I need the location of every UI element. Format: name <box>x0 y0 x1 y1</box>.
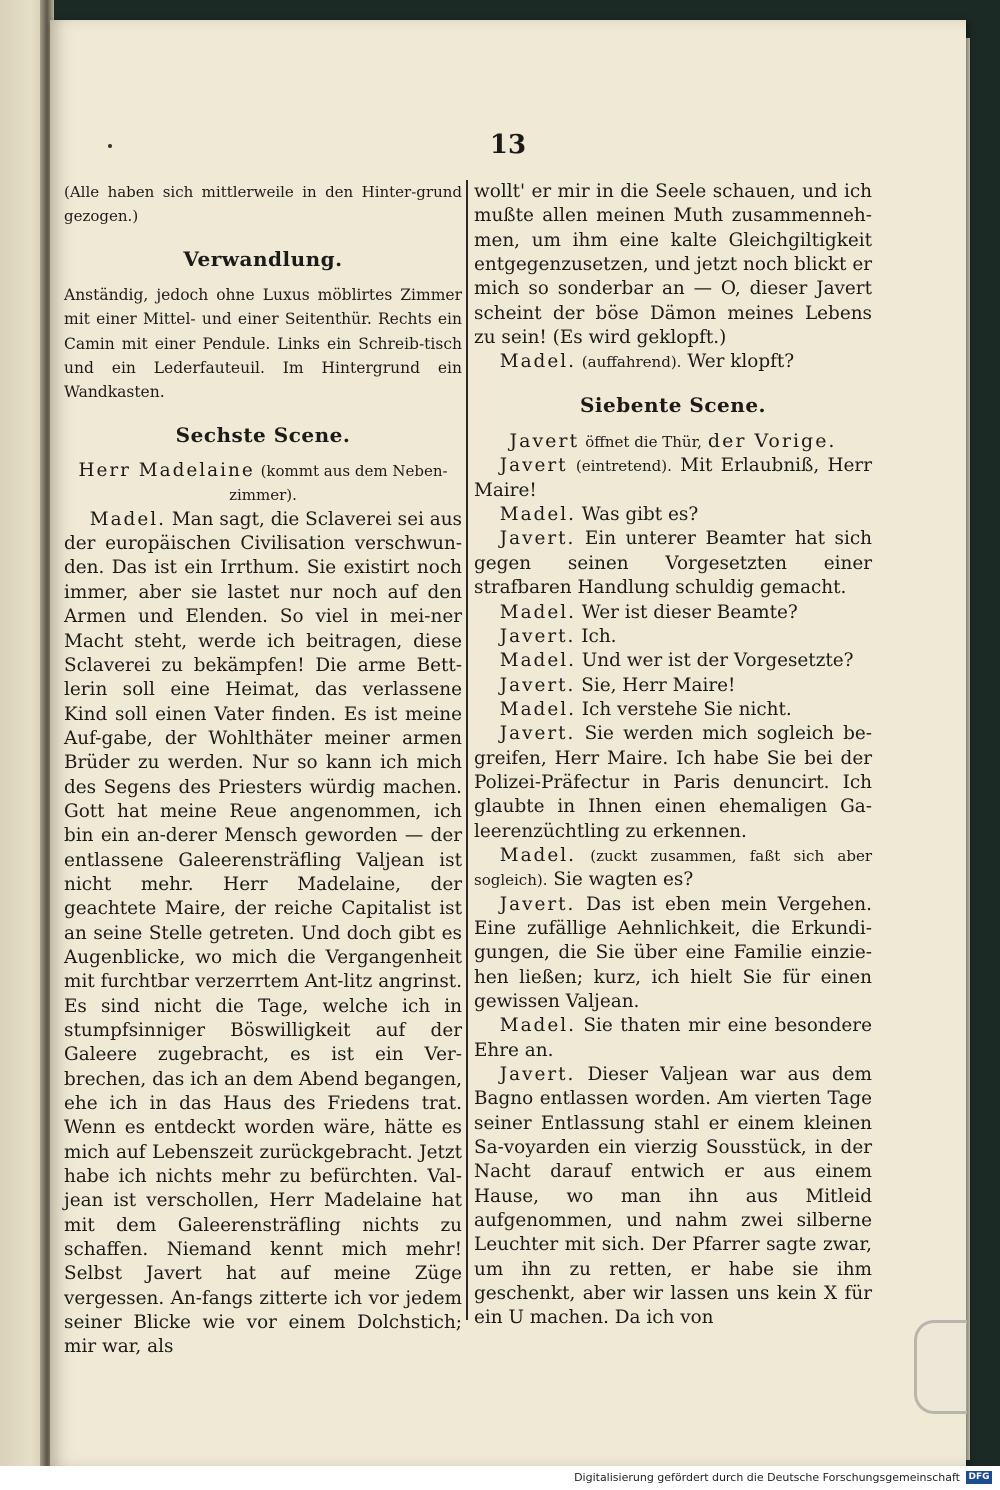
stage-direction: (kommt aus dem Neben-zimmer). <box>229 462 448 505</box>
dialogue-text: Sie, Herr Maire! <box>581 674 736 696</box>
stage-description: Anständig, jedoch ohne Luxus möblirtes Zimmer mit einer Mittel- und einer Seitenthür. Rechts ein Camin mit einer Pendule. Links ein Schreib-tisch und ein Lederfauteuil. Im Hintergrund ein Wandkasten. <box>64 286 462 402</box>
speaker-name: Madel. <box>499 698 576 720</box>
cast-name: Javert <box>509 430 580 453</box>
dialogue-line <box>474 454 872 503</box>
speaker-name: Herr Madelaine <box>78 460 255 482</box>
speaker-name: Javert <box>499 455 568 477</box>
left-text-column <box>64 180 462 1360</box>
stage-direction: (zuckt zusammen, faßt sich aber sogleich). <box>474 846 872 890</box>
dialogue-line <box>474 601 872 625</box>
speaker-name: Javert. <box>499 674 576 696</box>
dialogue-text: Sie wagten es? <box>553 869 694 891</box>
scene-heading: Siebente Scene. <box>579 392 766 417</box>
cast-name: der Vorige. <box>707 430 837 453</box>
speaker-name: Madel. <box>499 504 576 526</box>
dialogue-text: Und wer ist der Vorgesetzte? <box>581 650 854 672</box>
funding-credit: Digitalisierung gefördert durch die Deutsche Forschungsgemeinschaft <box>574 1471 960 1484</box>
speaker-name: Javert. <box>499 1064 576 1086</box>
stage-direction: (eintretend). <box>575 457 672 476</box>
speaker-entry <box>64 459 462 508</box>
speaker-name: Madel. <box>499 601 576 623</box>
paragraph: wollt' er mir in die Seele schauen, und ich mußte allen meinen Muth zusammenneh-men, um ihm eine kalte Gleichgiltigkeit entgegenzusetzen, und jetzt noch blickt er mich so sonderbar an — O, dieser Javert scheint der böse Dämon meines Lebens zu sein! (Es wird geklopft.) <box>474 181 872 349</box>
stage-direction: öffnet die Thür, <box>585 433 702 452</box>
dialogue-line <box>474 625 872 649</box>
dialogue-text: Ein unterer Beamter hat sich gegen seinen Vorgesetzten einer strafbaren Handlung schuldig gemacht. <box>474 528 872 599</box>
dialogue-text: Ich. <box>581 625 617 647</box>
column-divider <box>466 180 468 1320</box>
scene-heading: Verwandlung. <box>183 246 343 271</box>
dialogue-text: Was gibt es? <box>581 504 699 526</box>
stage-direction: (auffahrend). <box>581 353 682 372</box>
dialogue-text: Sie thaten mir eine besondere Ehre an. <box>474 1015 872 1061</box>
dialogue-line <box>474 698 872 722</box>
page-number: 13 <box>489 130 527 160</box>
speaker-name: Javert. <box>499 723 576 745</box>
dialogue-text: Ich verstehe Sie nicht. <box>581 698 792 720</box>
footer-bar <box>0 1466 1000 1490</box>
dialogue-line <box>64 508 462 1360</box>
dialogue-text: Wer klopft? <box>687 351 795 373</box>
speaker-name: Javert. <box>499 893 576 915</box>
speaker-name: Javert. <box>499 625 576 647</box>
dialogue-line <box>474 674 872 698</box>
dialogue-line <box>474 844 872 893</box>
right-text-column <box>474 180 872 1331</box>
speaker-name: Madel. <box>499 650 576 672</box>
dialogue-line <box>474 350 872 374</box>
dialogue-line <box>474 1014 872 1063</box>
dialogue-text: Das ist eben mein Vergehen. Eine zufällige Aehnlichkeit, die Erkundi-gungen, die Sie über eine Familie einzie-hen ließen; kurz, ich hielt Sie für einen gewissen Valjean. <box>474 893 872 1012</box>
dialogue-text: Man sagt, die Sclaverei sei aus der europäischen Civilisation verschwun-den. Das ist ein Irrthum. Sie existirt noch immer, aber sie lastet nur noch auf den Armen und Elenden. So viel in mei-ner Macht steht, werde ich beitragen, diese Sclaverei zu bekämpfen! Die arme Bett-lerin soll eine Heimat, das verlassene Kind soll einen Vater finden. Es ist meine Auf-gabe, der Wohlthäter meiner armen Brüder zu werden. Nur so kann ich mich des Segens des Priesters würdig machen. Gott hat meine Reue angenommen, ich bin ein an-derer Mensch geworden — der entlassene Galeerensträfling Valjean ist nicht mehr. Herr Madelaine, der geachtete Maire, der reiche Capitalist ist an seine Stelle getreten. Und doch gibt es Augenblicke, wo mich die Vergangenheit mit furchtbar verzerrtem Ant-litz angrinst. Es sind nicht die Tage, welche ich in stumpfsinniger Böswilligkeit auf der Galeere zugebracht, es ist ein Ver-brechen, das ich an dem Abend begangen, ehe ich in das Haus des Friedens trat. Wenn es entdeckt worden wäre, hätte es mich auf Lebenszeit zurückgebracht. Jetzt habe ich nichts mehr zu befürchten. Val-jean ist verschollen, Herr Madelaine hat mit dem Galeerensträfling nichts zu schaffen. Niemand kennt mich mehr! Selbst Javert hat auf meine Züge vergessen. An-fangs zitterte ich vor jedem seiner Blicke wie vor einem Dolchstich; mir war, als <box>64 508 462 1358</box>
speaker-name: Madel. <box>89 508 166 530</box>
dialogue-line <box>474 503 872 527</box>
dialogue-line <box>474 722 872 844</box>
dialogue-text: Mit Erlaubniß, Herr Maire! <box>474 455 872 501</box>
dialogue-line <box>474 1063 872 1331</box>
speaker-name: Madel. <box>499 1015 576 1037</box>
speaker-name: Javert. <box>499 528 576 550</box>
dialogue-text: Sie werden mich sogleich be-greifen, Herr Maire. Ich habe Sie bei der Polizei-Präfectur in Paris denuncirt. Ich glaubte in Ihnen einen ehemaligen Ga-leerenzüchtling zu erkennen. <box>474 723 872 842</box>
speaker-name: Madel. <box>499 351 576 373</box>
paragraph: (Alle haben sich mittlerweile in den Hinter-grund gezogen.) <box>64 183 462 226</box>
dialogue-line <box>474 893 872 1015</box>
cast-entry <box>474 429 872 454</box>
scene-heading: Sechste Scene. <box>175 422 351 447</box>
speaker-name: Madel. <box>499 844 576 866</box>
dialogue-text: Wer ist dieser Beamte? <box>581 601 798 623</box>
dialogue-line <box>474 527 872 600</box>
book-page <box>50 20 966 1466</box>
dialogue-text: Dieser Valjean war aus dem Bagno entlassen worden. Am vierten Tage seiner Entlassung stahl er einem kleinen Sa-voyarden ein vierzig Sousstück, in der Nacht darauf entwich er aus einem Hause, wo man ihn aus Mitleid aufgenommen, und nahm zwei silberne Leuchter mit sich. Der Pfarrer sagte zwar, um ihn zu retten, er habe sie ihm geschenkt, aber wir lassen uns kein X für ein U machen. Da ich von <box>474 1064 872 1329</box>
dialogue-line <box>474 649 872 673</box>
page-clip <box>914 1320 967 1414</box>
dfg-logo: DFG <box>966 1471 992 1484</box>
